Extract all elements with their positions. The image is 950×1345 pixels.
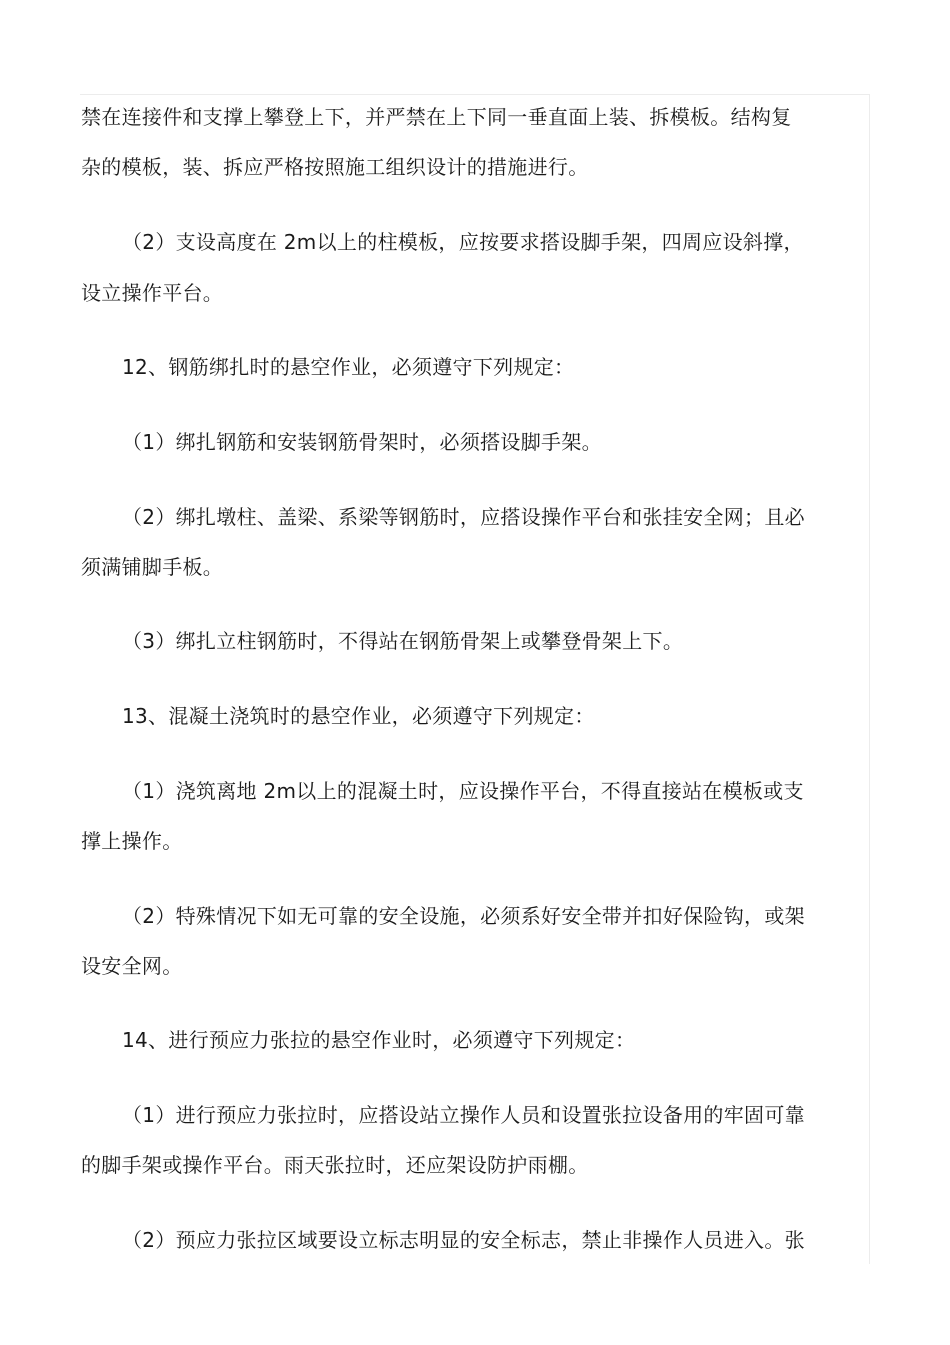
text-line: （2）特殊情况下如无可靠的安全设施，必须系好安全带并扣好保险钩，或架 [122,904,805,928]
text-line: （1）绑扎钢筋和安装钢筋骨架时，必须搭设脚手架。 [122,430,602,454]
text-line: 设安全网。 [81,954,183,978]
page-top-border [80,94,870,95]
section-heading: 14、进行预应力张拉的悬空作业时，必须遵守下列规定： [122,1028,636,1052]
page-right-border [869,94,870,1264]
text-line: （2）预应力张拉区域要设立标志明显的安全标志，禁止非操作人员进入。张 [122,1228,805,1252]
text-line: （3）绑扎立柱钢筋时，不得站在钢筋骨架上或攀登骨架上下。 [122,629,684,653]
section-heading: 12、钢筋绑扎时的悬空作业，必须遵守下列规定： [122,355,575,379]
text-line: 的脚手架或操作平台。雨天张拉时，还应架设防护雨棚。 [81,1153,589,1177]
text-line: （1）进行预应力张拉时，应搭设站立操作人员和设置张拉设备用的牢固可靠 [122,1103,805,1127]
text-line: 设立操作平台。 [81,281,224,305]
text-line: （2）支设高度在 2m以上的柱模板，应按要求搭设脚手架，四周应设斜撑， [122,230,804,254]
text-line: 撑上操作。 [81,829,183,853]
text-line: 须满铺脚手板。 [81,555,224,579]
text-line: 杂的模板，装、拆应严格按照施工组织设计的措施进行。 [81,155,589,179]
section-heading: 13、混凝土浇筑时的悬空作业，必须遵守下列规定： [122,704,595,728]
text-line: （1）浇筑离地 2m以上的混凝土时，应设操作平台，不得直接站在模板或支 [122,779,804,803]
text-line: （2）绑扎墩柱、盖梁、系梁等钢筋时，应搭设操作平台和张挂安全网；且必 [122,505,805,529]
text-line: 禁在连接件和支撑上攀登上下，并严禁在上下同一垂直面上装、拆模板。结构复 [81,105,792,129]
